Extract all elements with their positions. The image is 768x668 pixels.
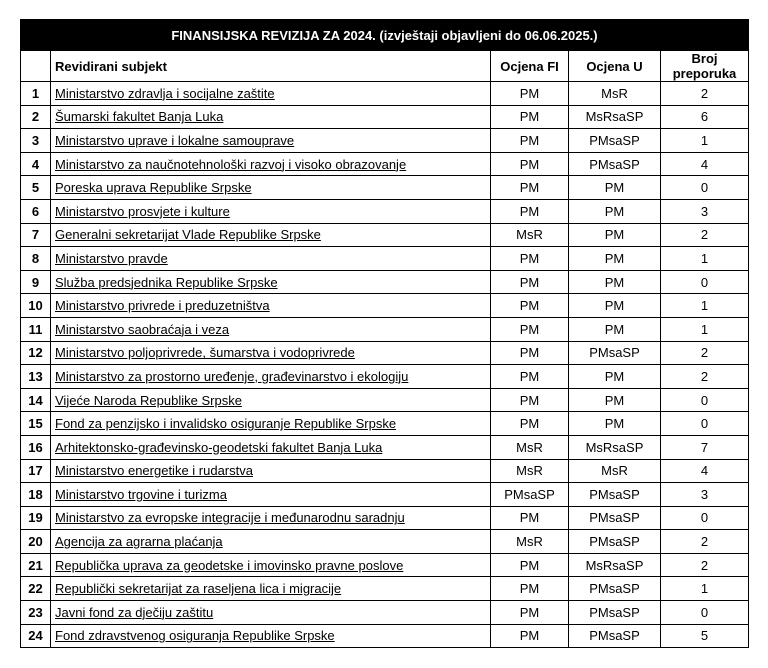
header-fi: Ocjena FI xyxy=(491,51,569,82)
grade-u: MsRsaSP xyxy=(569,105,661,129)
subject-link[interactable]: Javni fond za dječiju zaštitu xyxy=(55,604,214,620)
grade-fi: MsR xyxy=(491,435,569,459)
subject-cell xyxy=(51,577,491,601)
subject-cell xyxy=(51,223,491,247)
row-number: 7 xyxy=(21,223,51,247)
table-row xyxy=(21,152,749,176)
subject-cell xyxy=(51,341,491,365)
recommendation-count: 2 xyxy=(661,82,749,106)
subject-link[interactable]: Ministarstvo zdravlja i socijalne zaštite xyxy=(55,85,275,101)
row-number: 9 xyxy=(21,270,51,294)
header-row xyxy=(21,51,749,82)
grade-fi: PM xyxy=(491,129,569,153)
grade-u: PM xyxy=(569,388,661,412)
table-row xyxy=(21,459,749,483)
subject-cell xyxy=(51,199,491,223)
row-number: 15 xyxy=(21,412,51,436)
table-row xyxy=(21,247,749,271)
subject-link[interactable]: Ministarstvo privrede i preduzetništva xyxy=(55,298,270,314)
subject-link[interactable]: Fond za penzijsko i invalidsko osiguranje Republike Srpske xyxy=(55,416,397,432)
table-row xyxy=(21,365,749,389)
row-number: 21 xyxy=(21,553,51,577)
grade-u: PMsaSP xyxy=(569,483,661,507)
grade-fi: PM xyxy=(491,270,569,294)
audit-table-container xyxy=(20,19,749,648)
grade-fi: PM xyxy=(491,294,569,318)
subject-cell xyxy=(51,247,491,271)
subject-cell xyxy=(51,412,491,436)
subject-cell xyxy=(51,435,491,459)
table-row xyxy=(21,223,749,247)
grade-fi: PM xyxy=(491,365,569,389)
table-row xyxy=(21,506,749,530)
subject-link[interactable]: Vijeće Naroda Republike Srpske xyxy=(55,392,242,408)
grade-u: PM xyxy=(569,270,661,294)
row-number: 20 xyxy=(21,530,51,554)
subject-link[interactable]: Ministarstvo za naučnotehnološki razvoj i visoko obrazovanje xyxy=(55,156,407,172)
grade-fi: PM xyxy=(491,82,569,106)
row-number: 23 xyxy=(21,601,51,625)
subject-cell xyxy=(51,105,491,129)
table-row xyxy=(21,82,749,106)
recommendation-count: 6 xyxy=(661,105,749,129)
table-row xyxy=(21,483,749,507)
row-number: 17 xyxy=(21,459,51,483)
grade-u: PMsaSP xyxy=(569,624,661,648)
grade-fi: PM xyxy=(491,388,569,412)
header-num xyxy=(21,51,51,82)
subject-cell xyxy=(51,530,491,554)
grade-fi: PM xyxy=(491,624,569,648)
grade-u: PMsaSP xyxy=(569,129,661,153)
recommendation-count: 3 xyxy=(661,483,749,507)
grade-fi: PM xyxy=(491,412,569,436)
grade-fi: PM xyxy=(491,601,569,625)
subject-link[interactable]: Ministarstvo energetike i rudarstva xyxy=(55,463,253,479)
row-number: 24 xyxy=(21,624,51,648)
subject-link[interactable]: Fond zdravstvenog osiguranja Republike Srpske xyxy=(55,628,335,644)
grade-fi: MsR xyxy=(491,530,569,554)
subject-link[interactable]: Generalni sekretarijat Vlade Republike Srpske xyxy=(55,227,321,243)
subject-cell xyxy=(51,152,491,176)
recommendation-count: 1 xyxy=(661,317,749,341)
subject-cell xyxy=(51,459,491,483)
row-number: 6 xyxy=(21,199,51,223)
grade-u: PM xyxy=(569,365,661,389)
header-u: Ocjena U xyxy=(569,51,661,82)
table-row xyxy=(21,553,749,577)
row-number: 10 xyxy=(21,294,51,318)
grade-u: MsR xyxy=(569,82,661,106)
subject-link[interactable]: Šumarski fakultet Banja Luka xyxy=(55,109,224,125)
subject-cell xyxy=(51,601,491,625)
table-row xyxy=(21,601,749,625)
recommendation-count: 2 xyxy=(661,341,749,365)
grade-fi: MsR xyxy=(491,223,569,247)
grade-u: MsRsaSP xyxy=(569,553,661,577)
subject-link[interactable]: Republički sekretarijat za raseljena lica i migracije xyxy=(55,581,342,597)
row-number: 2 xyxy=(21,105,51,129)
grade-fi: PM xyxy=(491,247,569,271)
grade-u: MsRsaSP xyxy=(569,435,661,459)
recommendation-count: 2 xyxy=(661,530,749,554)
grade-u: PM xyxy=(569,176,661,200)
grade-fi: PM xyxy=(491,506,569,530)
subject-cell xyxy=(51,270,491,294)
subject-cell xyxy=(51,176,491,200)
recommendation-count: 0 xyxy=(661,270,749,294)
recommendation-count: 3 xyxy=(661,199,749,223)
table-body xyxy=(21,82,749,648)
subject-cell xyxy=(51,506,491,530)
row-number: 14 xyxy=(21,388,51,412)
table-row xyxy=(21,270,749,294)
grade-fi: PM xyxy=(491,176,569,200)
grade-fi: PMsaSP xyxy=(491,483,569,507)
table-row xyxy=(21,388,749,412)
row-number: 8 xyxy=(21,247,51,271)
grade-fi: PM xyxy=(491,152,569,176)
grade-u: PM xyxy=(569,223,661,247)
grade-fi: PM xyxy=(491,553,569,577)
row-number: 19 xyxy=(21,506,51,530)
row-number: 13 xyxy=(21,365,51,389)
grade-u: PMsaSP xyxy=(569,152,661,176)
row-number: 18 xyxy=(21,483,51,507)
table-row xyxy=(21,176,749,200)
row-number: 5 xyxy=(21,176,51,200)
subject-cell xyxy=(51,553,491,577)
recommendation-count: 5 xyxy=(661,624,749,648)
subject-link[interactable]: Ministarstvo za prostorno uređenje, građevinarstvo i ekologiju xyxy=(55,368,409,384)
grade-u: PM xyxy=(569,247,661,271)
row-number: 3 xyxy=(21,129,51,153)
grade-u: PM xyxy=(569,199,661,223)
subject-link[interactable]: Služba predsjednika Republike Srpske xyxy=(55,274,278,290)
header-subject: Revidirani subjekt xyxy=(51,51,491,82)
recommendation-count: 2 xyxy=(661,223,749,247)
table-row xyxy=(21,624,749,648)
subject-link[interactable]: Ministarstvo uprave i lokalne samouprave xyxy=(55,132,295,148)
subject-cell xyxy=(51,129,491,153)
recommendation-count: 4 xyxy=(661,459,749,483)
audit-table xyxy=(20,19,749,648)
table-row xyxy=(21,105,749,129)
subject-link[interactable]: Ministarstvo pravde xyxy=(55,250,168,266)
recommendation-count: 2 xyxy=(661,365,749,389)
grade-fi: PM xyxy=(491,317,569,341)
recommendation-count: 1 xyxy=(661,247,749,271)
grade-u: PM xyxy=(569,412,661,436)
recommendation-count: 1 xyxy=(661,577,749,601)
subject-cell xyxy=(51,365,491,389)
recommendation-count: 7 xyxy=(661,435,749,459)
row-number: 1 xyxy=(21,82,51,106)
subject-cell xyxy=(51,294,491,318)
recommendation-count: 2 xyxy=(661,553,749,577)
table-row xyxy=(21,317,749,341)
recommendation-count: 0 xyxy=(661,388,749,412)
table-row xyxy=(21,577,749,601)
grade-u: PM xyxy=(569,294,661,318)
table-row xyxy=(21,530,749,554)
subject-link[interactable]: Poreska uprava Republike Srpske xyxy=(55,180,252,196)
subject-link[interactable]: Agencija za agrarna plaćanja xyxy=(55,534,223,550)
grade-fi: PM xyxy=(491,105,569,129)
table-row xyxy=(21,199,749,223)
grade-fi: MsR xyxy=(491,459,569,483)
table-row xyxy=(21,129,749,153)
grade-u: PMsaSP xyxy=(569,601,661,625)
grade-u: PMsaSP xyxy=(569,530,661,554)
row-number: 12 xyxy=(21,341,51,365)
table-row xyxy=(21,435,749,459)
grade-u: PMsaSP xyxy=(569,341,661,365)
subject-link[interactable]: Ministarstvo trgovine i turizma xyxy=(55,486,227,502)
row-number: 4 xyxy=(21,152,51,176)
subject-link[interactable]: Ministarstvo saobraćaja i veza xyxy=(55,321,230,337)
subject-link[interactable]: Arhitektonsko-građevinsko-geodetski fakultet Banja Luka xyxy=(55,439,383,455)
table-row xyxy=(21,412,749,436)
recommendation-count: 0 xyxy=(661,176,749,200)
subject-cell xyxy=(51,82,491,106)
recommendation-count: 0 xyxy=(661,506,749,530)
grade-fi: PM xyxy=(491,577,569,601)
table-row xyxy=(21,294,749,318)
grade-fi: PM xyxy=(491,199,569,223)
grade-u: PMsaSP xyxy=(569,577,661,601)
subject-cell xyxy=(51,624,491,648)
row-number: 16 xyxy=(21,435,51,459)
recommendation-count: 1 xyxy=(661,129,749,153)
header-recommendations: Broj preporuka xyxy=(661,51,749,82)
subject-link[interactable]: Ministarstvo prosvjete i kulture xyxy=(55,203,230,219)
subject-link[interactable]: Republička uprava za geodetske i imovinsko pravne poslove xyxy=(55,557,404,573)
subject-cell xyxy=(51,388,491,412)
grade-fi: PM xyxy=(491,341,569,365)
recommendation-count: 4 xyxy=(661,152,749,176)
grade-u: PMsaSP xyxy=(569,506,661,530)
grade-u: MsR xyxy=(569,459,661,483)
grade-u: PM xyxy=(569,317,661,341)
recommendation-count: 1 xyxy=(661,294,749,318)
recommendation-count: 0 xyxy=(661,601,749,625)
row-number: 11 xyxy=(21,317,51,341)
subject-link[interactable]: Ministarstvo za evropske integracije i međunarodnu saradnju xyxy=(55,510,405,526)
subject-link[interactable]: Ministarstvo poljoprivrede, šumarstva i vodoprivrede xyxy=(55,345,355,361)
row-number: 22 xyxy=(21,577,51,601)
table-title: FINANSIJSKA REVIZIJA ZA 2024. (izvještaji objavljeni do 06.06.2025.) xyxy=(21,20,749,51)
subject-cell xyxy=(51,317,491,341)
subject-cell xyxy=(51,483,491,507)
table-row xyxy=(21,341,749,365)
recommendation-count: 0 xyxy=(661,412,749,436)
